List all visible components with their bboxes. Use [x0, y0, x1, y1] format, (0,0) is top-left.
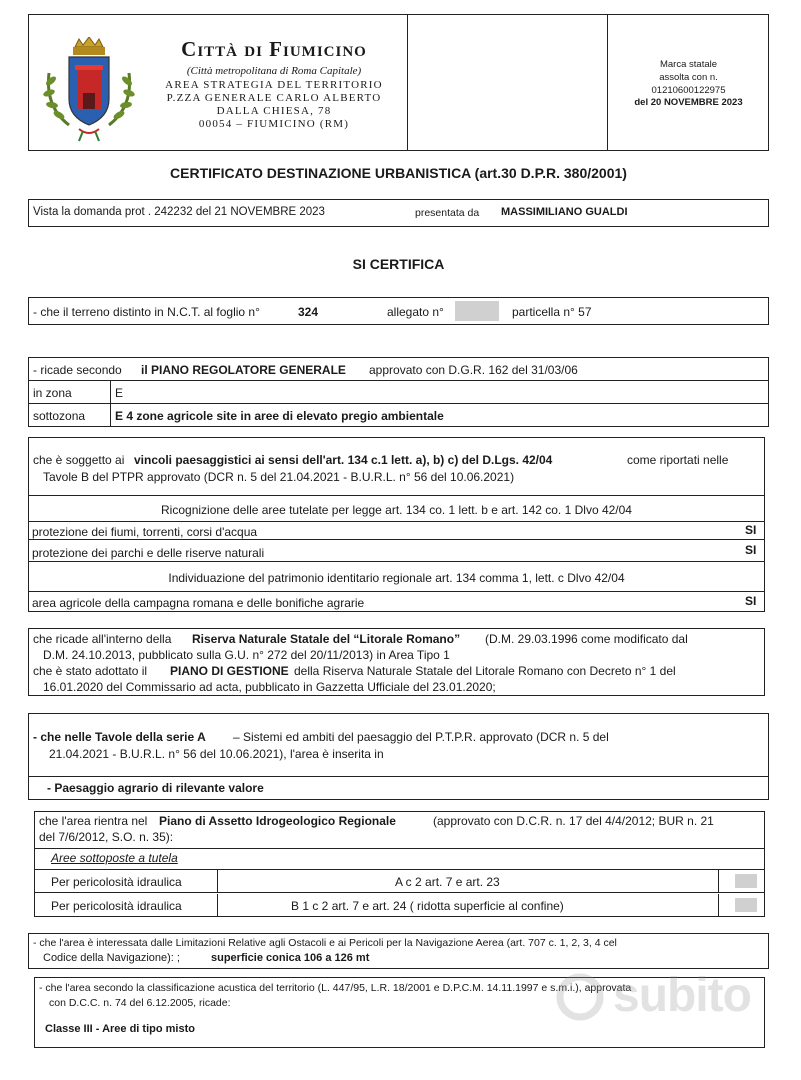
terreno-foglio: 324 — [298, 305, 319, 319]
ricognizione-row — [29, 496, 764, 522]
vincoli-l1c: come riportati nelle — [627, 453, 729, 467]
header-box — [28, 14, 769, 151]
terreno-particella: particella n° 57 — [512, 305, 592, 319]
acustica-l2: con D.C.C. n. 74 del 6.12.2005, ricade: — [49, 997, 231, 1009]
request-presentata: presentata da — [415, 207, 480, 219]
vincoli-l1a: che è soggetto ai — [33, 453, 125, 467]
pai-l1a: che l'area rientra nel — [39, 814, 148, 828]
riserva-l3b: PIANO DI GESTIONE — [170, 664, 289, 678]
coat-of-arms-icon — [39, 37, 139, 145]
stamp-line-4: del 20 NOVEMBRE 2023 — [634, 97, 743, 108]
prot1-si: SI — [745, 523, 757, 537]
serie-a-l1a: - che nelle Tavole della serie A — [33, 730, 206, 744]
terreno-allegato: allegato n° — [387, 305, 444, 319]
prg-row — [29, 358, 768, 381]
header-divider-left — [407, 15, 408, 150]
prot2-row — [29, 540, 764, 562]
terreno-prefix: - che il terreno distinto in N.C.T. al foglio n° — [33, 305, 260, 319]
request-box — [28, 199, 769, 227]
pai-box — [34, 811, 765, 917]
prot2-si: SI — [745, 543, 757, 557]
document-title: CERTIFICATO DESTINAZIONE URBANISTICA (art.30 D.P.R. 380/2001) — [170, 165, 627, 181]
prg-l1b: il PIANO REGOLATORE GENERALE — [141, 363, 346, 377]
metro-name: (Città metropolitana di Roma Capitale) — [186, 65, 362, 77]
sottozona-value: E 4 zone agricole site in aree di elevato pregio ambientale — [115, 409, 444, 423]
navigazione-l1: - che l'area è interessata dalle Limitazioni Relative agli Ostacoli e ai Pericoli per la Navigazione Aerea (art. 707 c. 1, 2, 3, 4 cel — [33, 937, 617, 949]
redacted-allegato — [455, 301, 499, 321]
pai-l1c: (approvato con D.C.R. n. 17 del 4/4/2012; BUR n. 21 — [433, 814, 714, 828]
ricognizione-text: Ricognizione delle aree tutelate per legge art. 134 co. 1 lett. b e art. 142 co. 1 Dlvo 42/04 — [161, 503, 632, 517]
riserva-l3c: della Riserva Naturale Statale del Litorale Romano con Decreto n° 1 del — [294, 664, 676, 678]
sottozona-row — [29, 404, 768, 427]
prg-box — [28, 357, 769, 427]
terreno-box — [28, 297, 769, 325]
pai-aree-label: Aree sottoposte a tutela — [51, 851, 178, 865]
stamp-line-1: Marca statale — [659, 59, 718, 70]
navigazione-l2b: superficie conica 106 a 126 mt — [211, 952, 370, 964]
pai-r1-label: Per pericolosità idraulica — [51, 875, 182, 889]
zona-row — [29, 381, 768, 404]
prot1-label: protezione dei fiumi, torrenti, corsi d'acqua — [32, 525, 258, 539]
riserva-box — [28, 628, 765, 696]
pai-row-1 — [35, 870, 764, 893]
agricole-label: area agricole della campagna romana e delle bonifiche agrarie — [32, 596, 365, 610]
prot1-row — [29, 522, 764, 540]
riserva-l1a: che ricade all'interno della — [33, 632, 172, 646]
vincoli-l1b: vincoli paesaggistici ai sensi dell'art. 134 c.1 lett. a), b) c) del D.Lgs. 42/04 — [134, 453, 553, 467]
watermark-logo-icon — [555, 972, 605, 1022]
serie-a-box — [28, 713, 769, 800]
zona-value: E — [115, 386, 124, 400]
riserva-l2: D.M. 24.10.2013, pubblicato sulla G.U. n° 272 del 20/11/2013) in Area Tipo 1 — [43, 648, 450, 662]
pai-l2: del 7/6/2012, S.O. n. 35): — [39, 830, 174, 844]
sottozona-label: sottozona — [33, 409, 86, 423]
navigazione-l2a: Codice della Navigazione): ; — [43, 952, 180, 964]
individuazione-row — [29, 562, 764, 592]
serie-a-l1b: – Sistemi ed ambiti del paesaggio del P.T.P.R. approvato (DCR n. 5 del — [233, 730, 609, 744]
riserva-l1b: Riserva Naturale Statale del “Litorale Romano” — [192, 632, 461, 646]
vincoli-box — [28, 437, 765, 612]
prg-l1a: - ricade secondo — [33, 363, 122, 377]
zona-label: in zona — [33, 386, 72, 400]
riserva-l1c: (D.M. 29.03.1996 come modificato dal — [485, 632, 688, 646]
city-name: Città di Fiumicino — [181, 37, 367, 61]
prg-l1c: approvato con D.G.R. 162 del 31/03/06 — [369, 363, 578, 377]
office-area: AREA STRATEGIA DEL TERRITORIO — [165, 79, 383, 91]
office-cap: 00054 – FIUMICINO (RM) — [198, 118, 350, 130]
request-text: Vista la domanda prot . 242232 del 21 NOVEMBRE 2023 — [33, 206, 325, 218]
pai-r1-swatch — [735, 874, 757, 888]
paesaggio-value: - Paesaggio agrario di rilevante valore — [47, 781, 264, 795]
pai-r1-value: A c 2 art. 7 e art. 23 — [395, 875, 500, 889]
pai-row-2 — [35, 894, 764, 917]
agricole-row — [29, 592, 764, 612]
agricole-si: SI — [745, 594, 757, 608]
subito-watermark — [555, 950, 775, 1040]
stamp-line-2: assolta con n. — [659, 72, 718, 83]
pai-l1b: Piano di Assetto Idrogeologico Regionale — [159, 814, 396, 828]
individuazione-text: Individuazione del patrimonio identitario regionale art. 134 comma 1, lett. c Dlvo 42/04 — [168, 571, 625, 585]
stamp-line-3: 01210600122975 — [651, 85, 726, 96]
office-piazza: P.ZZA GENERALE CARLO ALBERTO — [166, 92, 382, 104]
riserva-l4: 16.01.2020 del Commissario ad acta, pubblicato in Gazzetta Ufficiale del 23.01.2020; — [43, 680, 496, 694]
vincoli-l2: Tavole B del PTPR approvato (DCR n. 5 del 21.04.2021 - B.U.R.L. n° 56 del 10.06.2021) — [43, 470, 515, 484]
prot2-label: protezione dei parchi e delle riserve naturali — [32, 546, 265, 560]
acustica-classe: Classe III - Aree di tipo misto — [45, 1023, 195, 1035]
watermark-text: subito — [613, 969, 751, 1022]
pai-r2-value: B 1 c 2 art. 7 e art. 24 ( ridotta superficie al confine) — [291, 899, 564, 913]
serie-a-l2: 21.04.2021 - B.U.R.L. n° 56 del 10.06.2021), l'area è inserita in — [49, 747, 384, 761]
request-name: MASSIMILIANO GUALDI — [501, 206, 628, 218]
vincoli-intro-row — [29, 438, 764, 496]
riserva-l3a: che è stato adottato il — [33, 664, 148, 678]
pai-r2-swatch — [735, 898, 757, 912]
pai-r2-label: Per pericolosità idraulica — [51, 899, 182, 913]
si-certifica-heading: SI CERTIFICA — [352, 256, 445, 272]
serie-a-intro-row — [29, 714, 768, 777]
acustica-l1: - che l'area secondo la classificazione acustica del territorio (L. 447/95, L.R. 18/2001 e D.P.C.M. 14.11.1997 e s.m.i.), approvata — [39, 982, 632, 994]
office-chiesa: DALLA CHIESA, 78 — [216, 105, 332, 117]
